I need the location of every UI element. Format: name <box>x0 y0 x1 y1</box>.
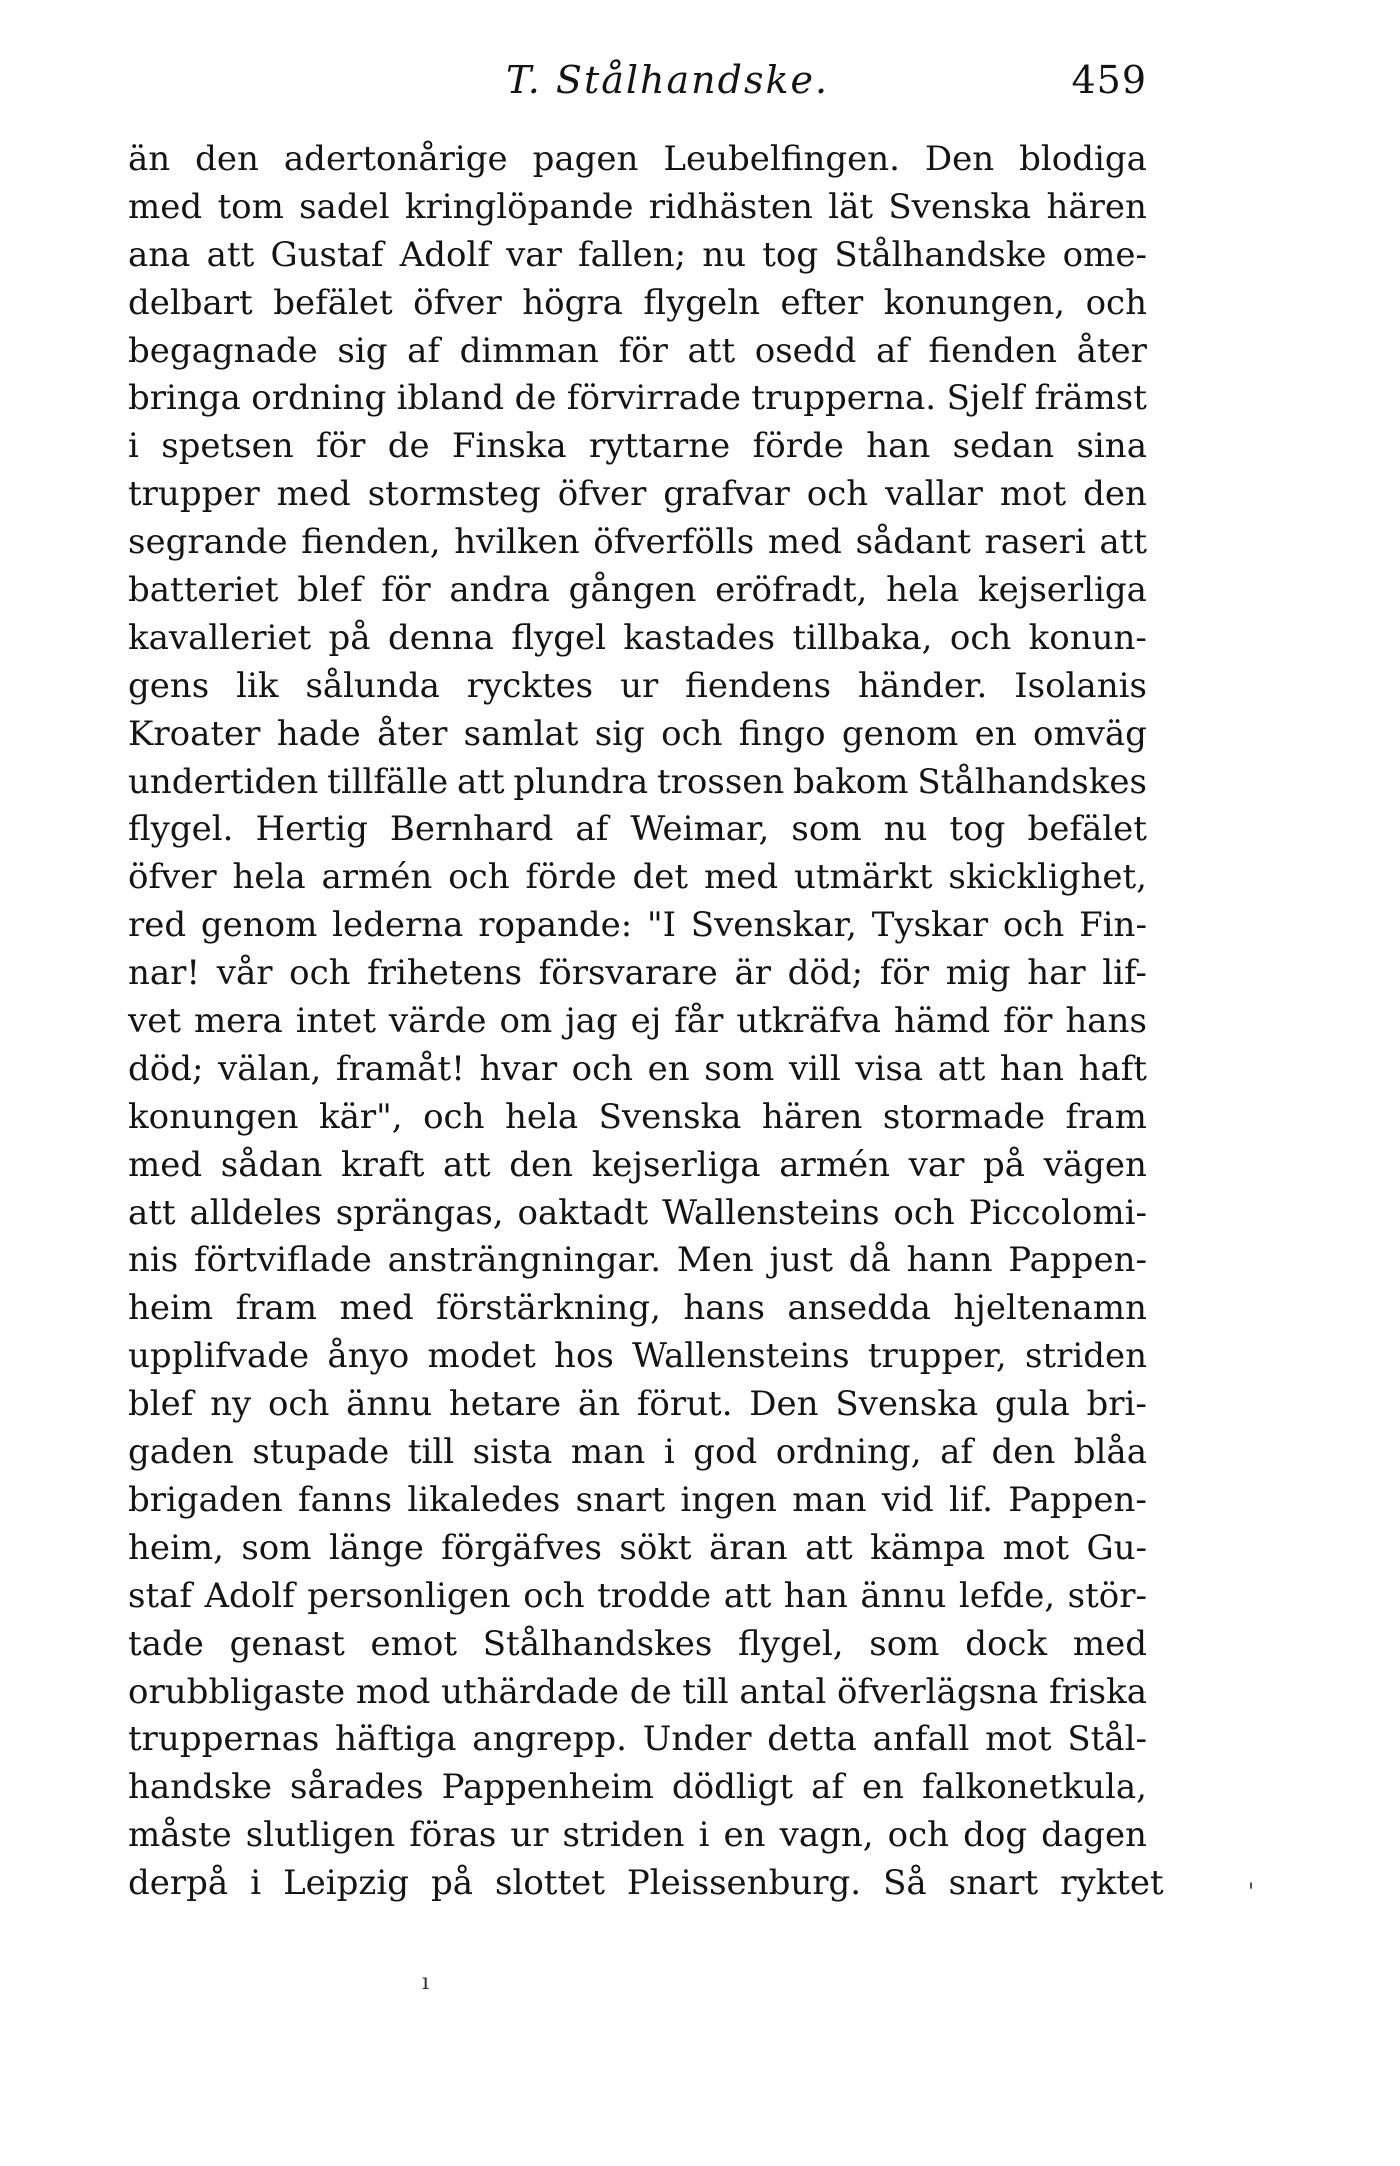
print-speck: ı <box>422 1970 430 1995</box>
text-line: heim, som länge förgäfves sökt äran att kämpa mot Gu- <box>128 1527 1147 1568</box>
text-line: bringa ordning ibland de förvirrade trupperna. Sjelf främst <box>128 378 1147 419</box>
text-line: upplifvade ånyo modet hos Wallensteins trupper, striden <box>128 1336 1147 1377</box>
text-line: nar! vår och frihetens försvarare är död; för mig har lif- <box>128 953 1147 994</box>
text-line: truppernas häftiga angrepp. Under detta anfall mot Stål- <box>128 1719 1147 1760</box>
body-text <box>128 136 1164 1908</box>
text-line: brigaden fanns likaledes snart ingen man vid lif. Pappen- <box>128 1479 1147 1520</box>
text-line: Kroater hade åter samlat sig och fingo genom en omväg <box>128 713 1147 754</box>
text-line: död; välan, framåt! hvar och en som vill visa att han haft <box>128 1048 1147 1089</box>
text-line: öfver hela armén och förde det med utmärkt skicklighet, <box>128 857 1147 898</box>
text-line: staf Adolf personligen och trodde att han ännu lefde, stör- <box>128 1575 1147 1616</box>
text-line: med sådan kraft att den kejserliga armén var på vägen <box>128 1144 1147 1185</box>
text-line: heim fram med förstärkning, hans ansedda hjeltenamn <box>128 1288 1147 1329</box>
text-line: batteriet blef för andra gången eröfradt, hela kejserliga <box>128 570 1147 611</box>
text-line: konungen kär", och hela Svenska hären stormade fram <box>128 1096 1147 1137</box>
running-head <box>128 58 1147 108</box>
text-line: att alldeles sprängas, oaktadt Wallensteins och Piccolomi- <box>128 1192 1147 1233</box>
text-line: segrande fienden, hvilken öfverfölls med sådant raseri att <box>128 522 1147 563</box>
text-line: blef ny och ännu hetare än förut. Den Svenska gula bri- <box>128 1384 1147 1425</box>
text-line: delbart befälet öfver högra flygeln efter konungen, och <box>128 282 1147 323</box>
text-line: begagnade sig af dimman för att osedd af fienden åter <box>128 330 1147 371</box>
text-line: måste slutligen föras ur striden i en vagn, och dog dagen <box>128 1815 1147 1856</box>
text-line: handske sårades Pappenheim dödligt af en falkonetkula, <box>128 1767 1147 1808</box>
text-line: gens lik sålunda rycktes ur fiendens händer. Isolanis <box>128 665 1147 706</box>
text-line: i spetsen för de Finska ryttarne förde han sedan sina <box>128 426 1147 467</box>
text-line: kavalleriet på denna flygel kastades tillbaka, och konun- <box>128 617 1147 658</box>
text-line: gaden stupade till sista man i god ordning, af den blåa <box>128 1432 1147 1473</box>
text-line: orubbligaste mod uthärdade de till antal öfverlägsna friska <box>128 1671 1147 1712</box>
text-line: tade genast emot Stålhandskes flygel, som dock med <box>128 1623 1147 1664</box>
text-line: trupper med stormsteg öfver grafvar och vallar mot den <box>128 474 1147 515</box>
print-speck: ' <box>1248 1880 1255 1905</box>
text-line: derpå i Leipzig på slottet Pleissenburg. Så snart ryktet <box>128 1863 1164 1904</box>
text-line: med tom sadel kringlöpande ridhästen lät Svenska hären <box>128 186 1147 227</box>
running-title: T. Stålhandske. <box>506 58 830 102</box>
text-line: vet mera intet värde om jag ej får utkräfva hämd för hans <box>128 1001 1147 1042</box>
text-line: red genom lederna ropande: "I Svenskar, Tyskar och Fin- <box>128 905 1147 946</box>
text-line: undertiden tillfälle att plundra trossen bakom Stålhandskes <box>128 761 1147 802</box>
page-number: 459 <box>1071 58 1147 102</box>
text-line: ana att Gustaf Adolf var fallen; nu tog Stålhandske ome- <box>128 234 1147 275</box>
text-line: än den adertonårige pagen Leubelfingen. Den blodiga <box>128 139 1147 179</box>
text-line: flygel. Hertig Bernhard af Weimar, som nu tog befälet <box>128 809 1147 850</box>
text-line: nis förtviflade ansträngningar. Men just då hann Pappen- <box>128 1240 1147 1281</box>
